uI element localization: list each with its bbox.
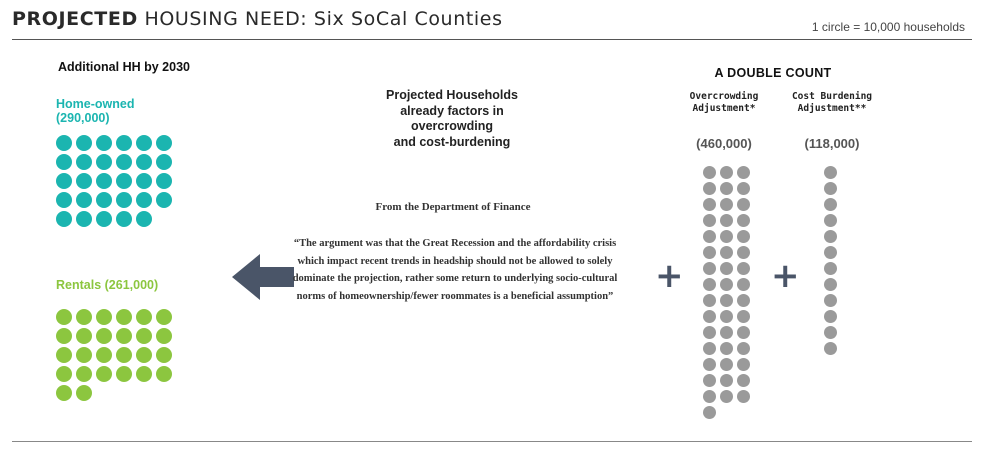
overcrowding-circle (737, 198, 750, 211)
home-owned-circle (76, 173, 92, 189)
rental-circle (96, 309, 112, 325)
rental-circle (156, 328, 172, 344)
overcrowding-circle (737, 326, 750, 339)
cost-burdening-circle (824, 262, 837, 275)
rental-circle (116, 347, 132, 363)
cost-burdening-circle (824, 310, 837, 323)
overcrowding-circle (720, 182, 733, 195)
cost-burdening-dot-grid (824, 166, 837, 355)
home-owned-circle (96, 211, 112, 227)
rental-circle (96, 347, 112, 363)
cost-burdening-circle (824, 342, 837, 355)
projected-households-heading: Projected Households already factors in overcrowding and cost-burdening (386, 88, 518, 149)
rental-circle (116, 328, 132, 344)
home-owned-circle (76, 192, 92, 208)
overcrowding-circle (720, 246, 733, 259)
home-owned-circle (116, 211, 132, 227)
home-owned-circle (136, 211, 152, 227)
overcrowding-circle (703, 230, 716, 243)
left-arrow-icon (232, 254, 296, 300)
home-owned-circle (56, 154, 72, 170)
rentals-dot-grid (56, 309, 172, 401)
rental-circle (116, 366, 132, 382)
home-owned-circle (96, 135, 112, 151)
rental-circle (56, 366, 72, 382)
rentals-label: Rentals (261,000) (56, 278, 159, 292)
overcrowding-circle (737, 246, 750, 259)
overcrowding-circle (703, 390, 716, 403)
overcrowding-circle (703, 358, 716, 371)
home-owned-circle (136, 173, 152, 189)
home-owned-circle (136, 154, 152, 170)
home-owned-circle (156, 173, 172, 189)
overcrowding-circle (737, 166, 750, 179)
rental-circle (156, 309, 172, 325)
home-owned-label: Home-owned (290,000) (56, 97, 135, 125)
rental-circle (96, 328, 112, 344)
rental-circle (96, 366, 112, 382)
home-owned-circle (56, 173, 72, 189)
home-owned-dot-grid (56, 135, 172, 227)
home-owned-circle (136, 135, 152, 151)
overcrowding-circle (720, 342, 733, 355)
top-divider (12, 39, 972, 40)
rental-circle (136, 309, 152, 325)
home-owned-circle (76, 154, 92, 170)
overcrowding-circle (720, 214, 733, 227)
overcrowding-circle (720, 374, 733, 387)
cost-burdening-label: Cost Burdening Adjustment** (791, 91, 873, 114)
page-title: PROJECTED HOUSING NEED: Six SoCal Counties (12, 8, 503, 30)
overcrowding-circle (703, 214, 716, 227)
rental-circle (76, 309, 92, 325)
overcrowding-circle (720, 166, 733, 179)
cost-burdening-circle (824, 214, 837, 227)
overcrowding-circle (737, 390, 750, 403)
home-owned-circle (156, 135, 172, 151)
overcrowding-circle (703, 342, 716, 355)
overcrowding-circle (737, 374, 750, 387)
rental-circle (136, 347, 152, 363)
overcrowding-circle (737, 230, 750, 243)
plus-icon: + (771, 256, 800, 296)
overcrowding-circle (703, 262, 716, 275)
overcrowding-dot-grid (703, 166, 750, 419)
home-owned-circle (96, 192, 112, 208)
rental-circle (76, 347, 92, 363)
overcrowding-circle (703, 198, 716, 211)
plus-icon: + (655, 256, 684, 296)
overcrowding-circle (720, 294, 733, 307)
home-owned-circle (56, 211, 72, 227)
home-owned-circle (116, 192, 132, 208)
home-owned-circle (156, 192, 172, 208)
cost-burdening-circle (824, 326, 837, 339)
home-owned-circle (56, 192, 72, 208)
rental-circle (56, 347, 72, 363)
overcrowding-circle (720, 326, 733, 339)
overcrowding-circle (720, 358, 733, 371)
rental-circle (116, 309, 132, 325)
overcrowding-circle (703, 278, 716, 291)
home-owned-circle (156, 154, 172, 170)
overcrowding-circle (703, 294, 716, 307)
cost-burdening-circle (824, 182, 837, 195)
cost-burdening-circle (824, 278, 837, 291)
bottom-divider (12, 441, 972, 442)
home-owned-circle (76, 135, 92, 151)
scale-note: 1 circle = 10,000 households (811, 20, 965, 34)
rental-circle (76, 366, 92, 382)
overcrowding-label: Overcrowding Adjustment* (689, 91, 759, 114)
overcrowding-circle (737, 294, 750, 307)
rental-circle (156, 347, 172, 363)
rental-circle (136, 366, 152, 382)
additional-hh-heading: Additional HH by 2030 (58, 60, 190, 74)
overcrowding-circle (737, 182, 750, 195)
home-owned-circle (116, 135, 132, 151)
rental-circle (56, 309, 72, 325)
overcrowding-circle (703, 166, 716, 179)
overcrowding-circle (720, 262, 733, 275)
overcrowding-circle (737, 358, 750, 371)
overcrowding-circle (720, 198, 733, 211)
overcrowding-circle (737, 262, 750, 275)
overcrowding-circle (703, 326, 716, 339)
overcrowding-circle (703, 406, 716, 419)
rental-circle (56, 385, 72, 401)
home-owned-circle (116, 154, 132, 170)
overcrowding-circle (720, 278, 733, 291)
overcrowding-circle (703, 374, 716, 387)
overcrowding-circle (737, 310, 750, 323)
rental-circle (76, 328, 92, 344)
source-label: From the Department of Finance (375, 201, 531, 213)
cost-burdening-circle (824, 246, 837, 259)
home-owned-circle (56, 135, 72, 151)
cost-burdening-circle (824, 294, 837, 307)
cost-burdening-circle (824, 198, 837, 211)
cost-burdening-circle (824, 230, 837, 243)
quote-text: “The argument was that the Great Recession and the affordability crisis which impact recent trends in headship should not be allowed to solely dominate the projection, rather some return to underlying socio-cultural norms of homeownership/fewer roommates is a beneficial assumption” (292, 238, 618, 302)
rental-circle (156, 366, 172, 382)
overcrowding-circle (703, 246, 716, 259)
cost-burdening-circle (824, 166, 837, 179)
home-owned-circle (96, 154, 112, 170)
overcrowding-circle (720, 230, 733, 243)
overcrowding-circle (737, 214, 750, 227)
rental-circle (76, 385, 92, 401)
double-count-heading: A DOUBLE COUNT (714, 66, 832, 80)
rental-circle (56, 328, 72, 344)
overcrowding-circle (720, 390, 733, 403)
home-owned-circle (136, 192, 152, 208)
overcrowding-value: (460,000) (696, 136, 752, 151)
home-owned-circle (76, 211, 92, 227)
overcrowding-circle (737, 342, 750, 355)
home-owned-circle (116, 173, 132, 189)
cost-burdening-value: (118,000) (804, 136, 860, 151)
overcrowding-circle (737, 278, 750, 291)
overcrowding-circle (703, 310, 716, 323)
rental-circle (136, 328, 152, 344)
overcrowding-circle (703, 182, 716, 195)
home-owned-circle (96, 173, 112, 189)
overcrowding-circle (720, 310, 733, 323)
